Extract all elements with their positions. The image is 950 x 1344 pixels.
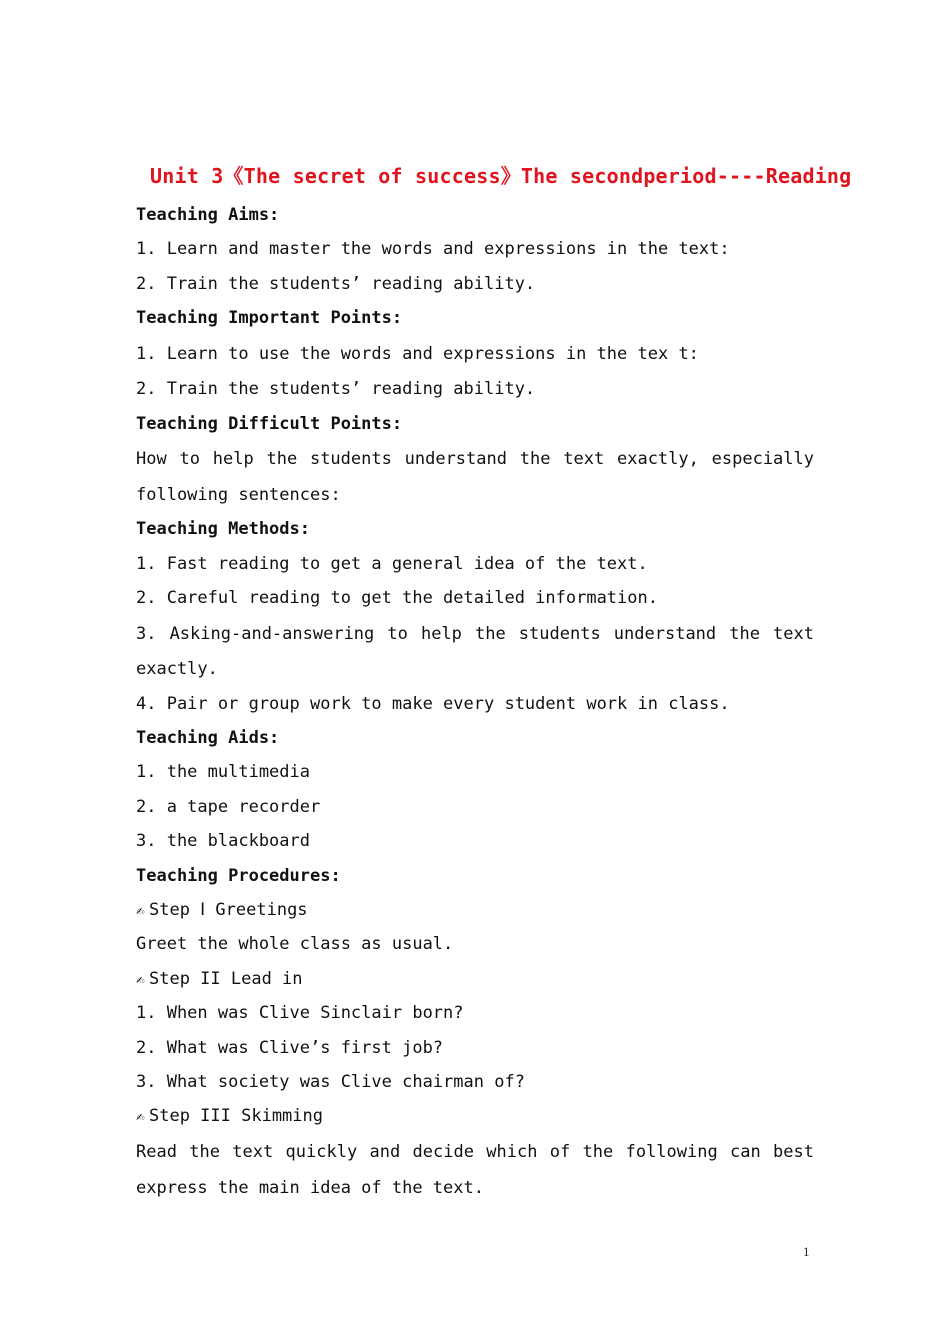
- step-3-label-text: Step III Skimming: [149, 1106, 323, 1127]
- aims-heading: Teaching Aims:: [136, 205, 280, 225]
- step-1-text: Greet the whole class as usual.: [136, 934, 454, 955]
- difficult-points-text-continued: following sentences:: [136, 484, 341, 505]
- step-2-label-text: Step II Lead in: [149, 968, 303, 989]
- step-2-question: 3. What society was Clive chairman of?: [136, 1071, 525, 1092]
- method-item-continued: exactly.: [136, 659, 218, 680]
- document-title: Unit 3《The secret of success》The secondperiod----Reading: [150, 164, 852, 188]
- step-3-text-continued: express the main idea of the text.: [136, 1177, 484, 1198]
- important-point-item: 1. Learn to use the words and expressions in the tex t:: [136, 343, 699, 364]
- document-body: [136, 198, 814, 1205]
- method-item: 3. Asking-and-answering to help the students understand the text: [136, 623, 814, 644]
- step-1-label-text: Step Ⅰ Greetings: [149, 900, 308, 921]
- page-number: 1: [803, 1244, 810, 1259]
- methods-heading: Teaching Methods:: [136, 519, 310, 540]
- important-points-heading: Teaching Important Points:: [136, 308, 403, 329]
- aims-item: 2. Train the students’ reading ability.: [136, 273, 536, 294]
- aid-item: 2. a tape recorder: [136, 796, 321, 817]
- step-2-question: 1. When was Clive Sinclair born?: [136, 1003, 464, 1024]
- aid-item: 1. the multimedia: [136, 762, 310, 783]
- writing-hand-icon: ✍: [136, 971, 145, 988]
- difficult-points-text: How to help the students understand the text exactly, especially: [136, 449, 814, 470]
- step-3-text: Read the text quickly and decide which of the following can best: [136, 1141, 814, 1162]
- step-3-label: [136, 1099, 814, 1133]
- procedures-heading: Teaching Procedures:: [136, 865, 341, 886]
- writing-hand-icon: ✍: [136, 1109, 145, 1126]
- important-point-item: 2. Train the students’ reading ability.: [136, 379, 536, 400]
- step-2-label: [136, 962, 814, 996]
- aims-item: 1. Learn and master the words and expressions in the text:: [136, 239, 730, 260]
- method-item: 2. Careful reading to get the detailed information.: [136, 588, 658, 609]
- method-item: 4. Pair or group work to make every student work in class.: [136, 693, 730, 714]
- aids-heading: Teaching Aids:: [136, 728, 280, 749]
- difficult-points-heading: Teaching Difficult Points:: [136, 413, 403, 434]
- method-item: 1. Fast reading to get a general idea of the text.: [136, 553, 648, 574]
- aid-item: 3. the blackboard: [136, 831, 310, 852]
- step-2-question: 2. What was Clive’s first job?: [136, 1037, 444, 1058]
- writing-hand-icon: ✍: [136, 903, 145, 920]
- step-1-label: [136, 893, 814, 927]
